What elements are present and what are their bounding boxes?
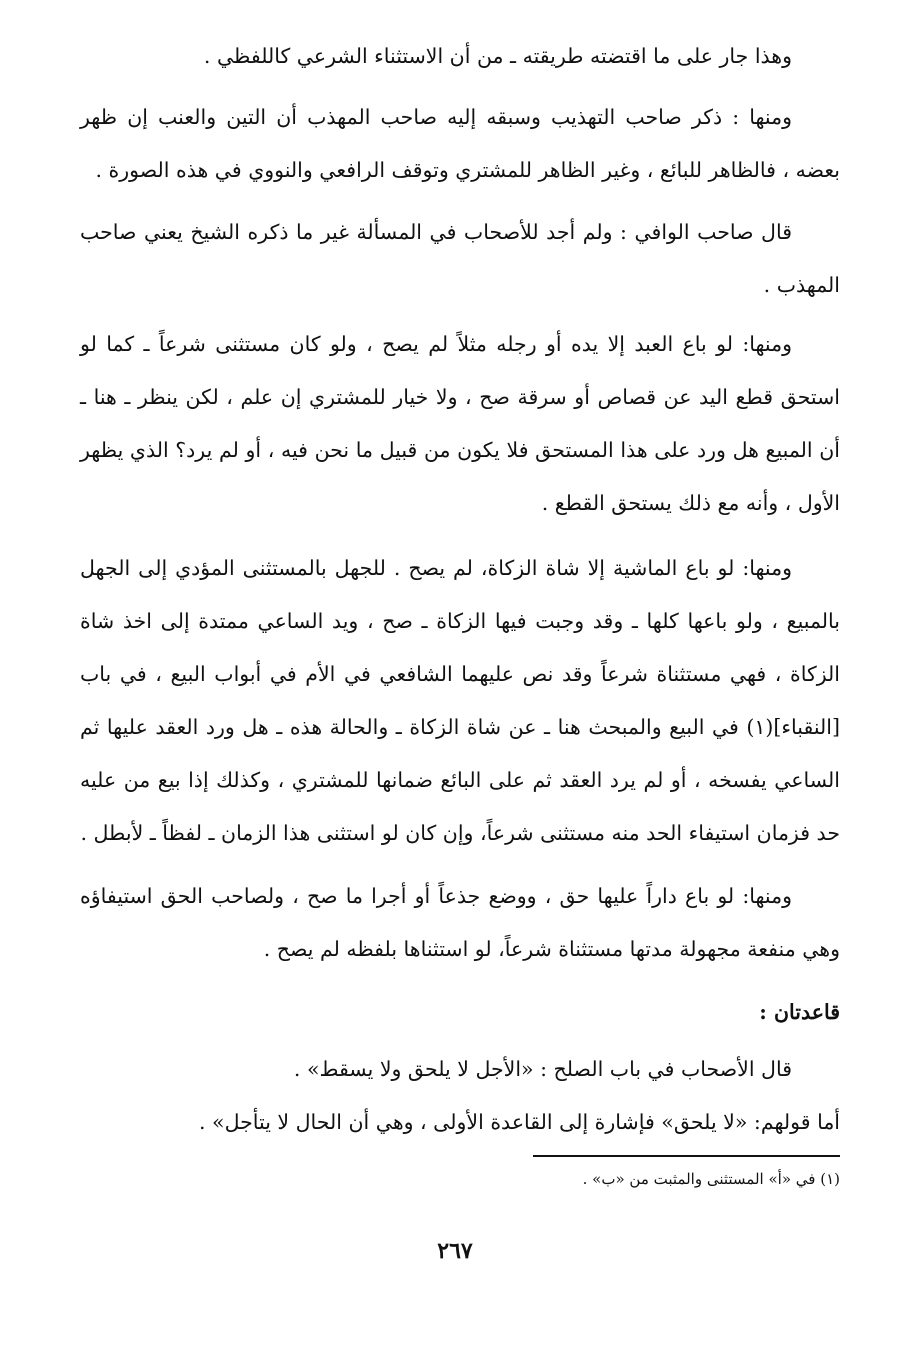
section-heading: قاعدتان : <box>759 1000 840 1024</box>
rule-explanation: أما قولهم: «لا يلحق» فإشارة إلى القاعدة الأولى ، وهي أن الحال لا يتأجل» . <box>199 1110 840 1134</box>
rule-statement: قال الأصحاب في باب الصلح : «الأجل لا يلحق ولا يسقط» . <box>293 1057 792 1081</box>
paragraph-wafi: قال صاحب الوافي : ولم أجد للأصحاب في المسألة غير ما ذكره الشيخ يعني صاحب المهذب . <box>80 220 840 297</box>
page-number: ٢٦٧ <box>437 1238 473 1264</box>
paragraph-livestock-sale: ومنها: لو باع الماشية إلا شاة الزكاة، لم يصح . للجهل بالمستثنى المؤدي إلى الجهل بالمبيع ، ولو باعها كلها ـ وقد وجبت فيها الزكاة ـ صح ، ويد الساعي ممتدة إلى اخذ شاة الزكاة ، فهي مستثناة شرعاً وقد نص عليهما الشافعي في الأم في أبواب البيع ، في باب [النقباء](١) في البيع والمبحث هنا ـ عن شاة الزكاة ـ والحالة هذه ـ هل ورد العقد عليها ثم الساعي يفسخه ، أو لم يرد العقد ثم على البائع ضمانها للمشتري ، وكذلك إذا بيع من عليه حد فزمان استيفاء الحد منه مستثنى شرعاً، وإن كان لو استثنى هذا الزمان ـ لفظاً ـ لأبطل . <box>80 556 840 845</box>
footnote: (١) في «أ» المستثنى والمثبت من «ب» . <box>582 1170 840 1188</box>
paragraph-tahdhib: ومنها : ذكر صاحب التهذيب وسبقه إليه صاحب المهذب أن التين والعنب إن ظهر بعضه ، فالظاهر للبائع ، وغير الظاهر للمشتري وتوقف الرافعي والنووي في هذه الصورة . <box>80 105 840 182</box>
paragraph-intro: وهذا جار على ما اقتضته طريقته ـ من أن الاستثناء الشرعي كاللفظي . <box>203 44 792 68</box>
page-body <box>80 30 840 1149</box>
footnote-divider <box>533 1155 840 1157</box>
paragraph-house-sale: ومنها: لو باع داراً عليها حق ، ووضع جذعاً أو أجرا ما صح ، ولصاحب الحق استيفاؤه وهي منفعة مجهولة مدتها مستثناة شرعاً، لو استثناها بلفظه لم يصح . <box>80 884 840 961</box>
paragraph-slave-sale: ومنها: لو باع العبد إلا يده أو رجله مثلاً لم يصح ، ولو كان مستثنى شرعاً ـ كما لو استحق قطع اليد عن قصاص أو سرقة صح ، ولا خيار للمشتري إن علم ، لكن ينظر ـ هنا ـ أن المبيع هل ورد على هذا المستحق فلا يكون من قبيل ما نحن فيه ، أو لم يرد؟ الذي يظهر الأول ، وأنه مع ذلك يستحق القطع . <box>80 332 840 515</box>
